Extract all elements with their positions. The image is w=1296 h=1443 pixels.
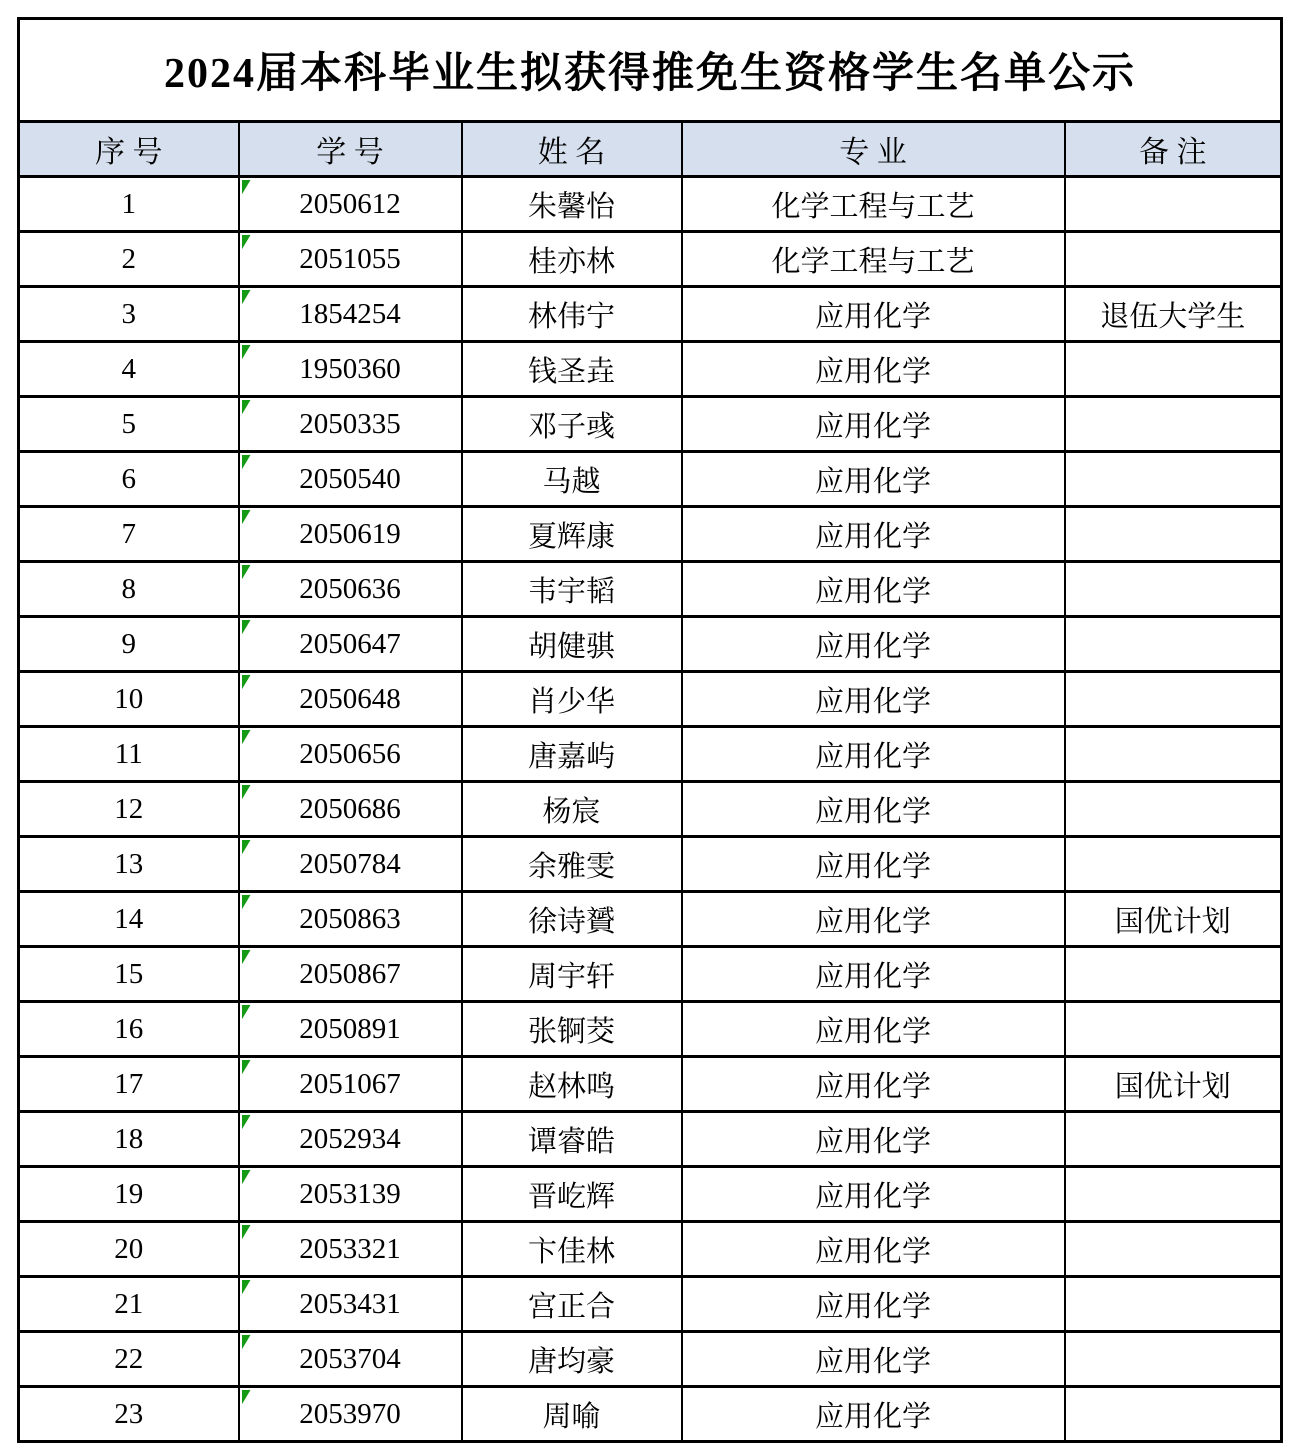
cell-id — [239, 782, 462, 837]
cell-no: 23 — [19, 1387, 239, 1442]
cell-note — [1065, 507, 1282, 562]
number-stored-as-text-flag-icon — [242, 1170, 251, 1185]
number-stored-as-text-flag-icon — [242, 455, 251, 470]
cell-no: 17 — [19, 1057, 239, 1112]
cell-no: 20 — [19, 1222, 239, 1277]
student-id-text: 1854254 — [299, 297, 401, 330]
number-stored-as-text-flag-icon — [242, 400, 251, 415]
cell-id — [239, 1112, 462, 1167]
student-id-text: 2051067 — [299, 1067, 401, 1100]
number-stored-as-text-flag-icon — [242, 510, 251, 525]
cell-major: 应用化学 — [682, 342, 1065, 397]
cell-major: 应用化学 — [682, 287, 1065, 342]
cell-no: 11 — [19, 727, 239, 782]
cell-no: 12 — [19, 782, 239, 837]
cell-note — [1065, 727, 1282, 782]
student-id-text: 2050540 — [299, 462, 401, 495]
cell-name: 朱馨怡 — [462, 177, 682, 232]
student-id-text: 2050656 — [299, 737, 401, 770]
cell-no: 16 — [19, 1002, 239, 1057]
student-id-text: 2050636 — [299, 572, 401, 605]
title-row — [19, 19, 1282, 122]
cell-name: 宫正合 — [462, 1277, 682, 1332]
cell-name: 桂亦林 — [462, 232, 682, 287]
student-id-text: 2053321 — [299, 1232, 401, 1265]
cell-note — [1065, 672, 1282, 727]
cell-no: 9 — [19, 617, 239, 672]
cell-name: 赵林鸣 — [462, 1057, 682, 1112]
table-row — [19, 1277, 1282, 1332]
cell-no: 8 — [19, 562, 239, 617]
number-stored-as-text-flag-icon — [242, 345, 251, 360]
number-stored-as-text-flag-icon — [242, 235, 251, 250]
cell-id — [239, 617, 462, 672]
number-stored-as-text-flag-icon — [242, 895, 251, 910]
cell-major: 应用化学 — [682, 1222, 1065, 1277]
students-table — [17, 17, 1283, 1443]
student-id-text: 2050686 — [299, 792, 401, 825]
cell-note — [1065, 1277, 1282, 1332]
cell-name: 余雅雯 — [462, 837, 682, 892]
table-row — [19, 342, 1282, 397]
cell-name: 谭睿皓 — [462, 1112, 682, 1167]
cell-note — [1065, 342, 1282, 397]
table-row — [19, 617, 1282, 672]
table-row — [19, 1387, 1282, 1442]
cell-major: 应用化学 — [682, 562, 1065, 617]
student-id-text: 2050612 — [299, 187, 401, 220]
cell-major: 应用化学 — [682, 1332, 1065, 1387]
page-title: 2024届本科毕业生拟获得推免生资格学生名单公示 — [19, 19, 1282, 122]
cell-no: 15 — [19, 947, 239, 1002]
student-id-text: 2050648 — [299, 682, 401, 715]
table-row — [19, 892, 1282, 947]
column-header: 备 注 — [1065, 122, 1282, 177]
cell-major: 化学工程与工艺 — [682, 177, 1065, 232]
cell-no: 22 — [19, 1332, 239, 1387]
cell-id — [239, 837, 462, 892]
cell-id — [239, 1332, 462, 1387]
number-stored-as-text-flag-icon — [242, 180, 251, 195]
cell-id — [239, 287, 462, 342]
cell-major: 应用化学 — [682, 1387, 1065, 1442]
cell-note — [1065, 837, 1282, 892]
cell-major: 应用化学 — [682, 947, 1065, 1002]
cell-major: 应用化学 — [682, 617, 1065, 672]
number-stored-as-text-flag-icon — [242, 785, 251, 800]
cell-id — [239, 507, 462, 562]
table-row — [19, 1002, 1282, 1057]
cell-name: 韦宇韬 — [462, 562, 682, 617]
cell-id — [239, 452, 462, 507]
number-stored-as-text-flag-icon — [242, 1280, 251, 1295]
cell-id — [239, 562, 462, 617]
cell-major: 应用化学 — [682, 892, 1065, 947]
cell-name: 张锕茭 — [462, 1002, 682, 1057]
cell-note — [1065, 1167, 1282, 1222]
student-id-text: 2053970 — [299, 1397, 401, 1430]
cell-no: 14 — [19, 892, 239, 947]
table-row — [19, 1222, 1282, 1277]
number-stored-as-text-flag-icon — [242, 1060, 251, 1075]
cell-name: 卞佳林 — [462, 1222, 682, 1277]
cell-id — [239, 397, 462, 452]
student-id-text: 2050867 — [299, 957, 401, 990]
table-row — [19, 287, 1282, 342]
cell-major: 应用化学 — [682, 837, 1065, 892]
cell-note — [1065, 1332, 1282, 1387]
cell-major: 应用化学 — [682, 397, 1065, 452]
student-id-text: 2052934 — [299, 1122, 401, 1155]
cell-name: 钱圣垚 — [462, 342, 682, 397]
cell-major: 应用化学 — [682, 1057, 1065, 1112]
cell-name: 马越 — [462, 452, 682, 507]
table-row — [19, 1112, 1282, 1167]
cell-no: 3 — [19, 287, 239, 342]
number-stored-as-text-flag-icon — [242, 290, 251, 305]
cell-note — [1065, 1002, 1282, 1057]
column-header: 学 号 — [239, 122, 462, 177]
cell-id — [239, 1387, 462, 1442]
cell-name: 周喻 — [462, 1387, 682, 1442]
cell-id — [239, 947, 462, 1002]
number-stored-as-text-flag-icon — [242, 1390, 251, 1405]
cell-name: 唐嘉屿 — [462, 727, 682, 782]
cell-major: 应用化学 — [682, 1277, 1065, 1332]
number-stored-as-text-flag-icon — [242, 950, 251, 965]
cell-major: 应用化学 — [682, 1112, 1065, 1167]
cell-no: 4 — [19, 342, 239, 397]
number-stored-as-text-flag-icon — [242, 1225, 251, 1240]
table-row — [19, 1332, 1282, 1387]
column-header: 专 业 — [682, 122, 1065, 177]
table-row — [19, 1167, 1282, 1222]
cell-name: 肖少华 — [462, 672, 682, 727]
cell-no: 2 — [19, 232, 239, 287]
number-stored-as-text-flag-icon — [242, 840, 251, 855]
student-id-text: 2050335 — [299, 407, 401, 440]
cell-no: 21 — [19, 1277, 239, 1332]
cell-no: 13 — [19, 837, 239, 892]
cell-name: 晋屹辉 — [462, 1167, 682, 1222]
cell-major: 应用化学 — [682, 507, 1065, 562]
cell-major: 应用化学 — [682, 452, 1065, 507]
table-row — [19, 1057, 1282, 1112]
number-stored-as-text-flag-icon — [242, 730, 251, 745]
student-id-text: 2051055 — [299, 242, 401, 275]
student-id-text: 1950360 — [299, 352, 401, 385]
table-row — [19, 562, 1282, 617]
cell-name: 唐均豪 — [462, 1332, 682, 1387]
cell-note — [1065, 397, 1282, 452]
cell-note — [1065, 1222, 1282, 1277]
cell-no: 10 — [19, 672, 239, 727]
cell-id — [239, 1222, 462, 1277]
cell-name: 周宇轩 — [462, 947, 682, 1002]
cell-no: 18 — [19, 1112, 239, 1167]
table-row — [19, 232, 1282, 287]
cell-no: 5 — [19, 397, 239, 452]
student-id-text: 2050863 — [299, 902, 401, 935]
cell-no: 6 — [19, 452, 239, 507]
cell-note — [1065, 452, 1282, 507]
cell-id — [239, 1057, 462, 1112]
number-stored-as-text-flag-icon — [242, 1335, 251, 1350]
table-row — [19, 947, 1282, 1002]
student-id-text: 2053704 — [299, 1342, 401, 1375]
cell-note: 退伍大学生 — [1065, 287, 1282, 342]
cell-id — [239, 1167, 462, 1222]
cell-id — [239, 1277, 462, 1332]
table-row — [19, 672, 1282, 727]
student-id-text: 2053139 — [299, 1177, 401, 1210]
column-header: 序 号 — [19, 122, 239, 177]
cell-major: 应用化学 — [682, 727, 1065, 782]
cell-note — [1065, 177, 1282, 232]
cell-note — [1065, 1112, 1282, 1167]
cell-id — [239, 672, 462, 727]
cell-note: 国优计划 — [1065, 1057, 1282, 1112]
column-header-row — [19, 122, 1282, 177]
cell-name: 徐诗贇 — [462, 892, 682, 947]
table-row — [19, 452, 1282, 507]
cell-note — [1065, 947, 1282, 1002]
cell-note — [1065, 562, 1282, 617]
cell-name: 杨宸 — [462, 782, 682, 837]
student-id-text: 2050784 — [299, 847, 401, 880]
table-row — [19, 397, 1282, 452]
cell-note: 国优计划 — [1065, 892, 1282, 947]
table-row — [19, 782, 1282, 837]
number-stored-as-text-flag-icon — [242, 1115, 251, 1130]
column-header: 姓 名 — [462, 122, 682, 177]
cell-note — [1065, 782, 1282, 837]
student-id-text: 2050647 — [299, 627, 401, 660]
cell-no: 7 — [19, 507, 239, 562]
cell-id — [239, 727, 462, 782]
cell-id — [239, 342, 462, 397]
cell-note — [1065, 232, 1282, 287]
cell-name: 邓子彧 — [462, 397, 682, 452]
table-row — [19, 837, 1282, 892]
student-id-text: 2053431 — [299, 1287, 401, 1320]
number-stored-as-text-flag-icon — [242, 620, 251, 635]
cell-id — [239, 177, 462, 232]
cell-id — [239, 232, 462, 287]
cell-major: 应用化学 — [682, 1002, 1065, 1057]
table-row — [19, 507, 1282, 562]
number-stored-as-text-flag-icon — [242, 565, 251, 580]
cell-major: 化学工程与工艺 — [682, 232, 1065, 287]
cell-note — [1065, 617, 1282, 672]
cell-major: 应用化学 — [682, 782, 1065, 837]
cell-name: 林伟宁 — [462, 287, 682, 342]
student-id-text: 2050619 — [299, 517, 401, 550]
cell-major: 应用化学 — [682, 672, 1065, 727]
cell-name: 胡健骐 — [462, 617, 682, 672]
table-row — [19, 727, 1282, 782]
number-stored-as-text-flag-icon — [242, 675, 251, 690]
table-row — [19, 177, 1282, 232]
cell-note — [1065, 1387, 1282, 1442]
student-id-text: 2050891 — [299, 1012, 401, 1045]
cell-no: 19 — [19, 1167, 239, 1222]
cell-name: 夏辉康 — [462, 507, 682, 562]
cell-id — [239, 1002, 462, 1057]
cell-major: 应用化学 — [682, 1167, 1065, 1222]
cell-no: 1 — [19, 177, 239, 232]
number-stored-as-text-flag-icon — [242, 1005, 251, 1020]
cell-id — [239, 892, 462, 947]
